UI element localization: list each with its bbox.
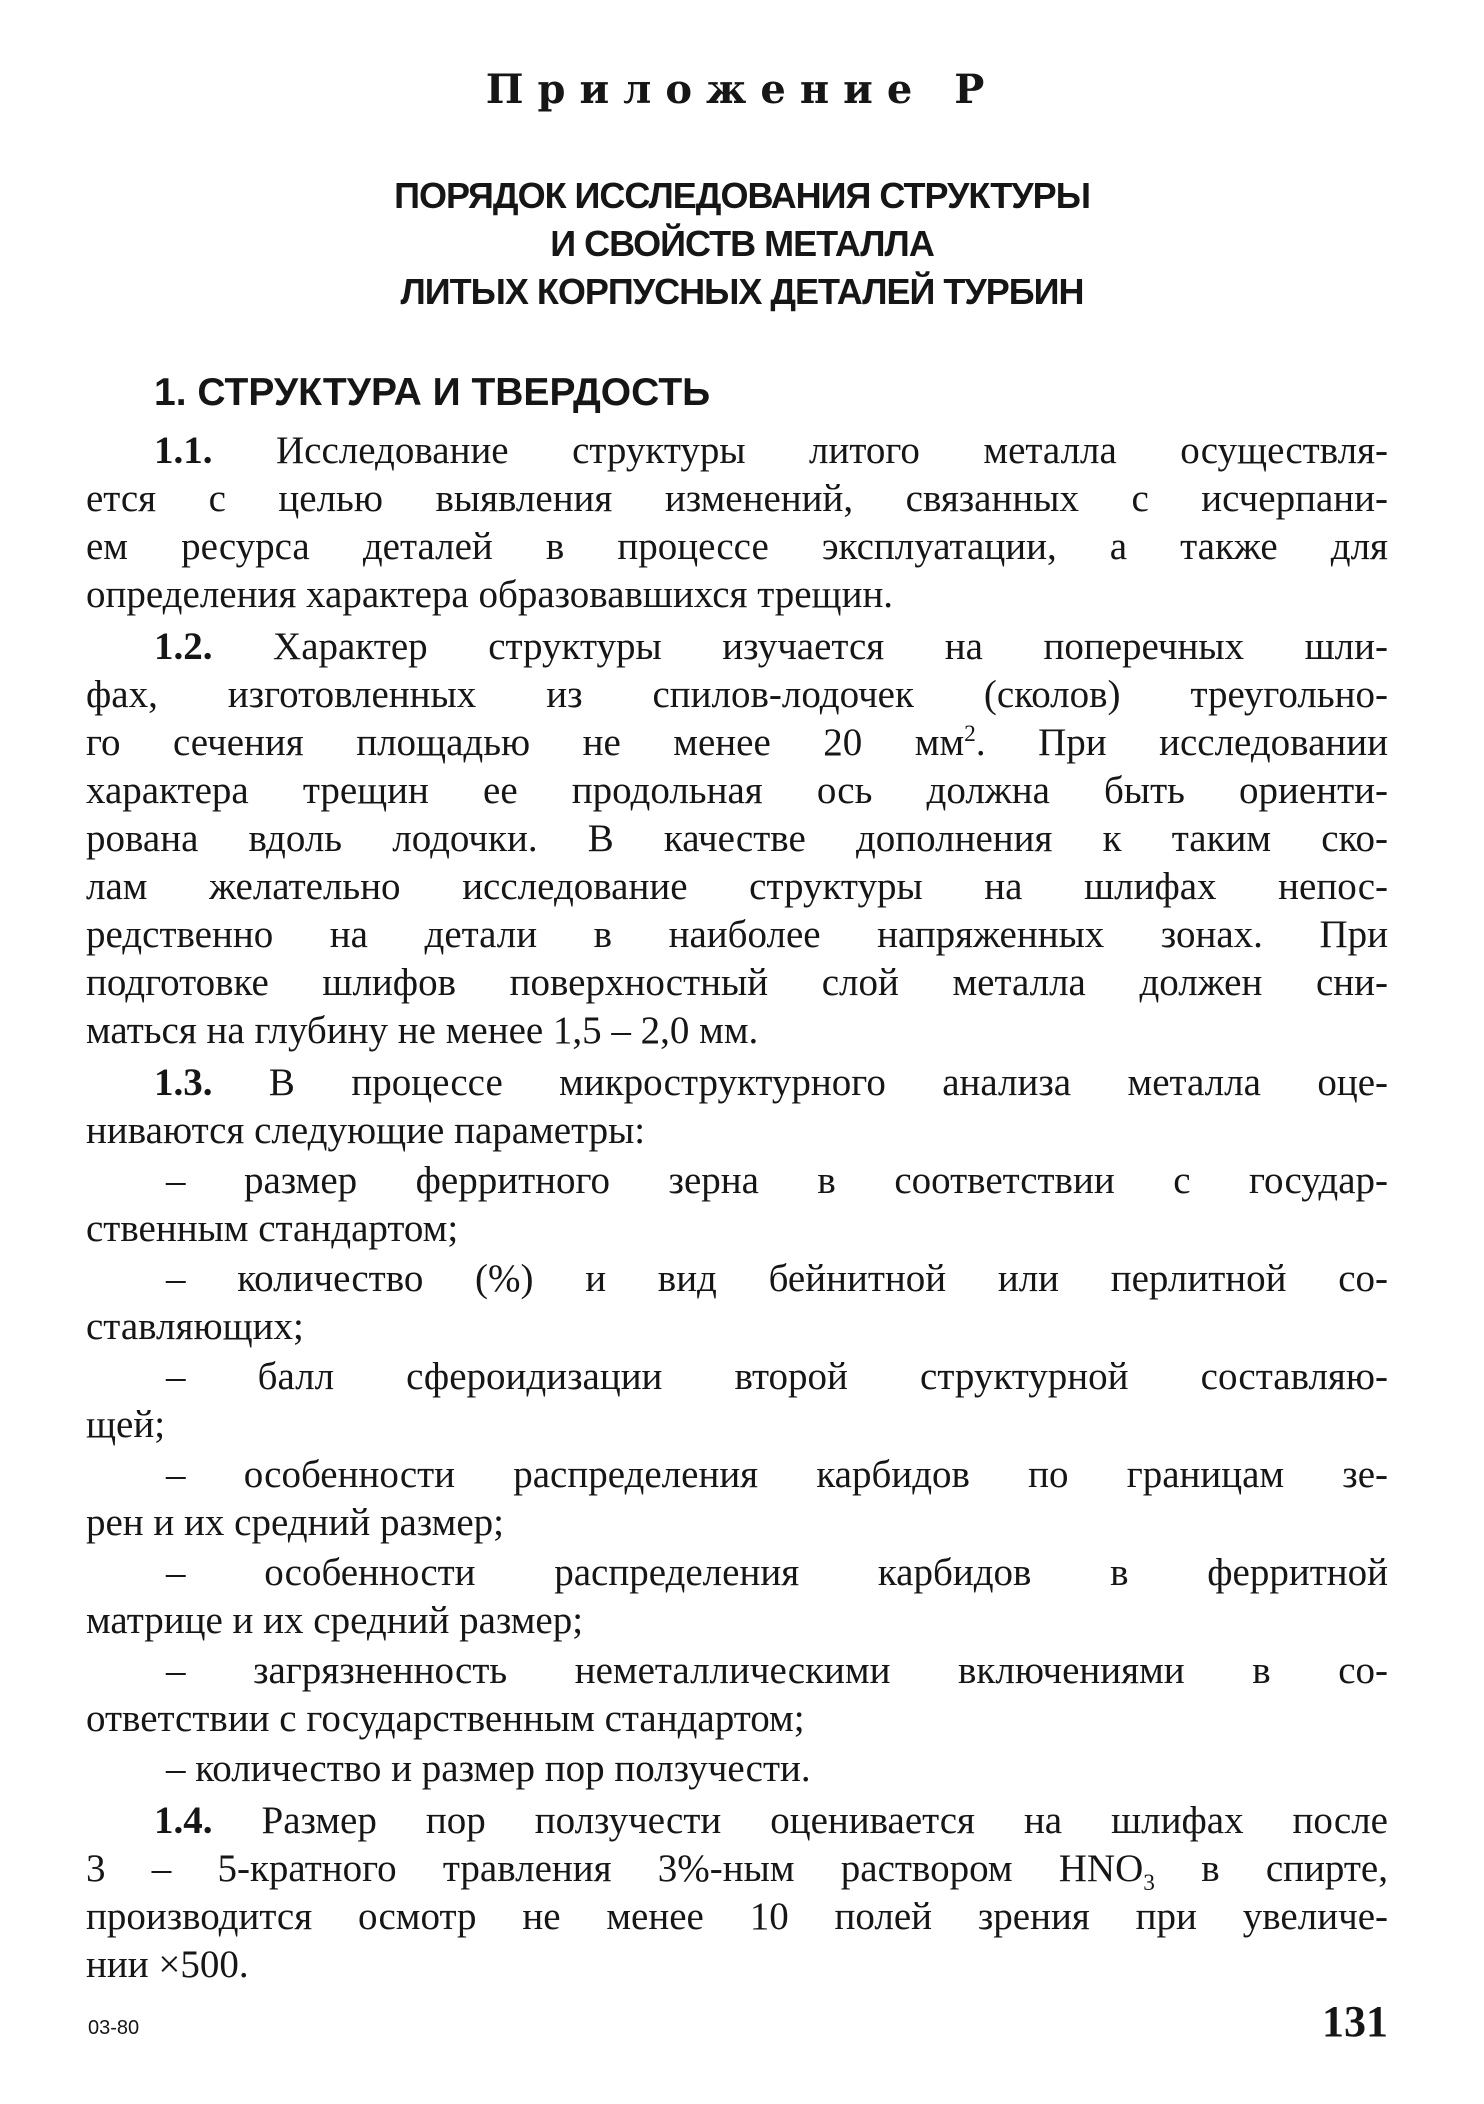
list-item-5-line-1: – особенности распределения карбидов в ферритной	[166, 1551, 1388, 1594]
paragraph-1-2-line-9: маться на глубину не менее 1,5 – 2,0 мм.	[86, 1009, 759, 1052]
list-item-6-line-2: ответствии с государственным стандартом;	[86, 1697, 805, 1740]
page-number: 131	[1322, 1997, 1388, 2046]
paragraph-1-1-line-3: ем ресурса деталей в процессе эксплуатации, а также для	[86, 525, 1388, 568]
paragraph-1-2-line-3: го сечения площадью не менее 20 $мм^2$. При исследовании	[86, 721, 1388, 764]
list-item-2-line-2: ставляющих;	[86, 1305, 304, 1348]
paragraph-1-4-line-2: 3 – 5-кратного травления 3%-ным раствором $HNO_3$ в спирте,	[86, 1847, 1388, 1896]
paragraph-1-2-line-1: 1.2. Характер структуры изучается на поперечных шли-	[154, 625, 1388, 668]
appendix-label: Приложение Р	[485, 66, 999, 113]
list-item-2-line-1: – количество (%) и вид бейнитной или перлитной со-	[166, 1257, 1388, 1300]
footer-code: 03-80	[88, 2017, 140, 2039]
paragraph-1-3-line-2: ниваются следующие параметры:	[86, 1109, 646, 1152]
paragraph-number: 1.2.	[154, 625, 213, 668]
paragraph-1-4-line-3: производится осмотр не менее 10 полей зрения при увеличе-	[86, 1895, 1388, 1938]
paragraph-number: 1.1.	[154, 429, 213, 472]
paragraph-1-4-line-4: нии ×500.	[86, 1943, 249, 1986]
paragraph-1-4-line-1: 1.4. Размер пор ползучести оценивается на шлифах после	[154, 1799, 1388, 1842]
list-item-4-line-1: – особенности распределения карбидов по границам зе-	[166, 1453, 1388, 1496]
section-heading: 1. СТРУКТУРА И ТВЕРДОСТЬ	[154, 371, 711, 414]
paragraph-1-2-line-5: рована вдоль лодочки. В качестве дополнения к таким ско-	[86, 817, 1388, 860]
list-item-4-line-2: рен и их средний размер;	[86, 1501, 504, 1544]
list-item-1-line-2: ственным стандартом;	[86, 1207, 459, 1250]
paragraph-1-2-line-2: фах, изготовленных из спилов-лодочек (сколов) треугольно-	[86, 673, 1388, 716]
title-line-2: И СВОЙСТВ МЕТАЛЛА	[550, 223, 934, 264]
list-item-6-line-1: – загрязненность неметаллическими включениями в со-	[166, 1649, 1388, 1692]
title-line-3: ЛИТЫХ КОРПУСНЫХ ДЕТАЛЕЙ ТУРБИН	[400, 271, 1084, 312]
list-item-5-line-2: матрице и их средний размер;	[86, 1599, 584, 1642]
paragraph-number: 1.4.	[154, 1799, 213, 1842]
list-item-1-line-1: – размер ферритного зерна в соответствии с государ-	[166, 1159, 1388, 1202]
document-title	[0, 172, 1484, 316]
title-line-1: ПОРЯДОК ИССЛЕДОВАНИЯ СТРУКТУРЫ	[394, 175, 1090, 216]
paragraph-1-1-line-2: ется с целью выявления изменений, связанных с исчерпани-	[86, 477, 1388, 520]
paragraph-1-1-line-1: 1.1. Исследование структуры литого металла осуществля-	[154, 429, 1388, 472]
list-item-3-line-1: – балл сфероидизации второй структурной составляю-	[166, 1355, 1388, 1398]
paragraph-1-3-line-1: 1.3. В процессе микроструктурного анализа металла оце-	[154, 1061, 1388, 1104]
list-item-7-line-1: – количество и размер пор ползучести.	[166, 1747, 811, 1790]
paragraph-1-2-line-8: подготовке шлифов поверхностный слой металла должен сни-	[86, 961, 1388, 1004]
paragraph-number: 1.3.	[154, 1061, 213, 1104]
paragraph-1-1-line-4: определения характера образовавшихся трещин.	[86, 573, 894, 616]
list-item-3-line-2: щей;	[86, 1403, 166, 1446]
paragraph-1-2-line-6: лам желательно исследование структуры на шлифах непос-	[86, 865, 1388, 908]
paragraph-1-2-line-4: характера трещин ее продольная ось должна быть ориенти-	[86, 769, 1388, 812]
paragraph-1-2-line-7: редственно на детали в наиболее напряженных зонах. При	[86, 913, 1388, 956]
